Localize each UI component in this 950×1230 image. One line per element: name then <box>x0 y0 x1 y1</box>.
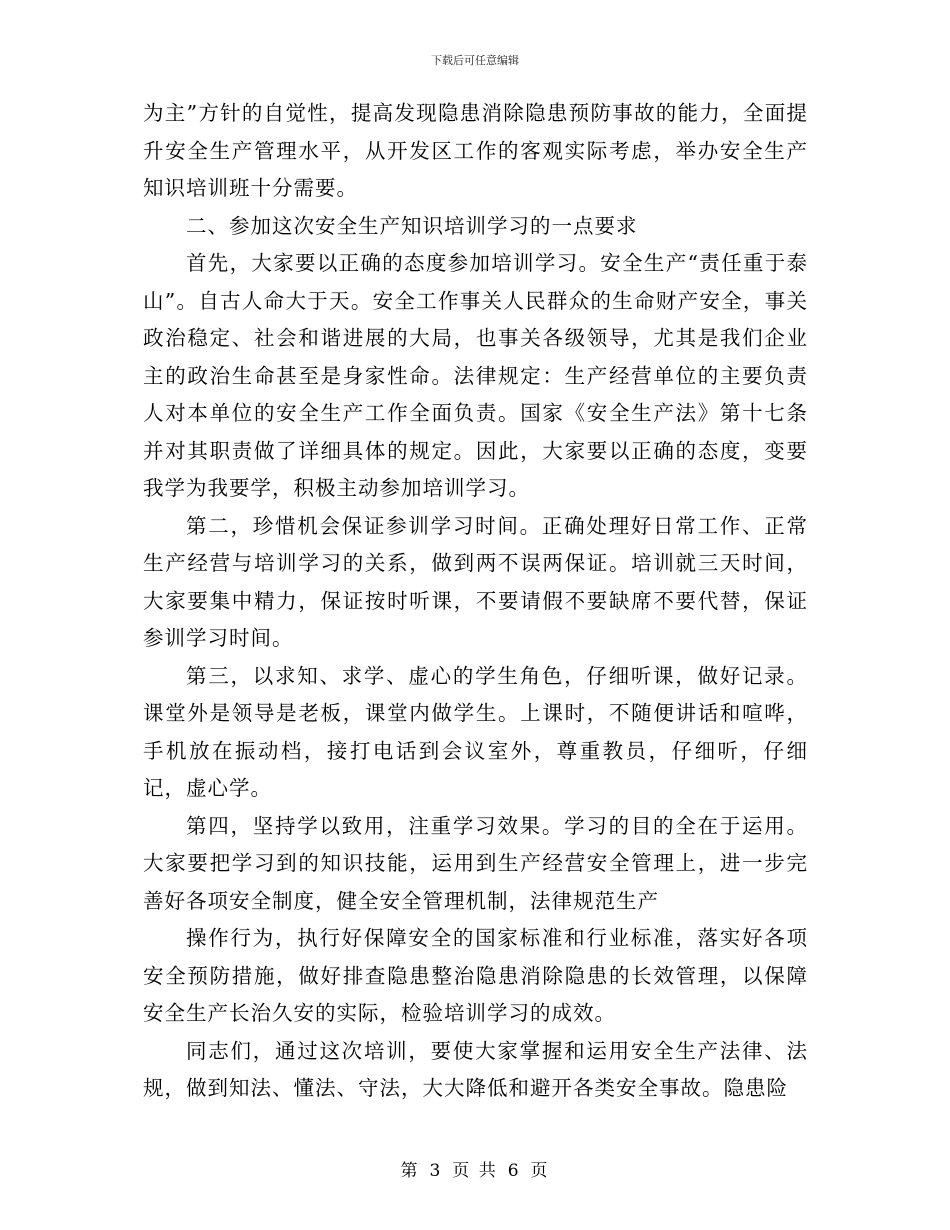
paragraph-7: 操作行为，执行好保障安全的国家标准和行业标准，落实好各项安全预防措施，做好排查隐患整治隐患消除隐患的长效管理，以保障安全生产长治久安的实际，检验培训学习的成效。 <box>143 926 808 1025</box>
document-body <box>143 95 808 1108</box>
paragraph-6: 第四，坚持学以致用，注重学习效果。学习的目的全在于运用。大家要把学习到的知识技能，运用到生产经营安全管理上，进一步完善好各项安全制度，健全安全管理机制，法律规范生产 <box>143 813 808 913</box>
paragraph-1: 为主”方针的自觉性，提高发现隐患消除隐患预防事故的能力，全面提升安全生产管理水平，从开发区工作的客观实际考虑，举办安全生产知识培训班十分需要。 <box>143 101 808 200</box>
footer-total-pages: 6 <box>507 1161 521 1181</box>
page-footer <box>0 1156 950 1181</box>
page-header: 下载后可任意编辑 <box>431 54 519 67</box>
footer-suffix: 页 <box>530 1161 550 1181</box>
paragraph-8: 同志们，通过这次培训，要使大家掌握和运用安全生产法律、法规，做到知法、懂法、守法，大大降低和避开各类安全事故。隐患险 <box>143 1038 808 1100</box>
paragraph-4: 第二，珍惜机会保证参训学习时间。正确处理好日常工作、正常生产经营与培训学习的关系，做到两不误两保证。培训就三天时间，大家要集中精力，保证按时听课，不要请假不要缺席不要代替，保证参训学习时间。 <box>143 513 808 650</box>
paragraph-3: 首先，大家要以正确的态度参加培训学习。安全生产“责任重于泰山”。自古人命大于天。安全工作事关人民群众的生命财产安全，事关政治稳定、社会和谐进展的大局，也事关各级领导，尤其是我们企业主的政治生命甚至是身家性命。法律规定：生产经营单位的主要负责人对本单位的安全生产工作全面负责。国家《安全生产法》第十七条并对其职责做了详细具体的规定。因此，大家要以正确的态度，变要我学为我要学，积极主动参加培训学习。 <box>143 251 808 500</box>
paragraph-5: 第三，以求知、求学、虚心的学生角色，仔细听课，做好记录。课堂外是领导是老板，课堂内做学生。上课时，不随便讲话和喧哗，手机放在振动档，接打电话到会议室外，尊重教员，仔细听，仔细记，虚心学。 <box>143 663 808 800</box>
footer-middle: 页 共 <box>452 1161 498 1181</box>
footer-page-number: 3 <box>429 1161 443 1181</box>
footer-prefix: 第 <box>400 1161 420 1181</box>
section-heading: 二、参加这次安全生产知识培训学习的一点要求 <box>186 213 638 238</box>
